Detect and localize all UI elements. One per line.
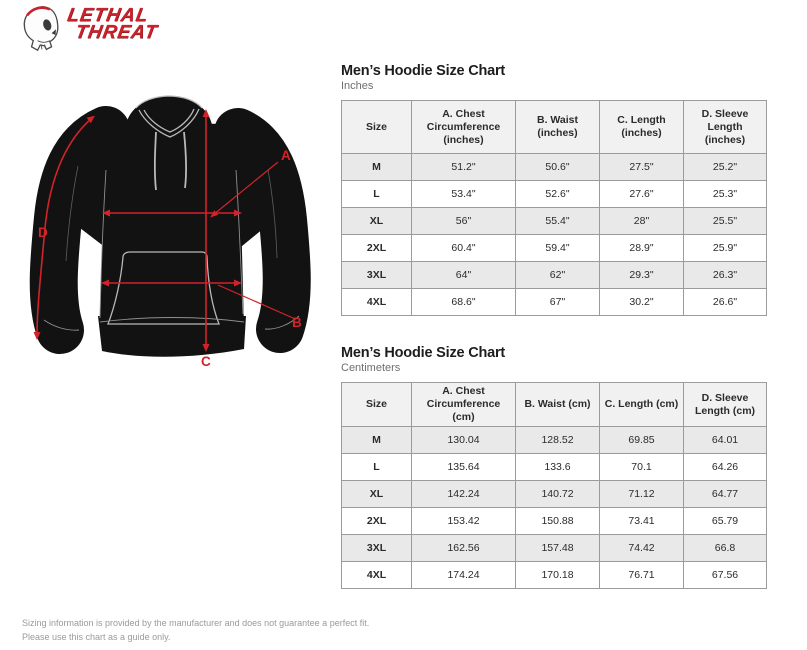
size-cell: M: [342, 154, 412, 181]
section-inches: [341, 63, 766, 316]
value-cell: 51.2": [412, 154, 516, 181]
size-table-centimeters: [341, 382, 767, 589]
value-cell: 27.6": [600, 181, 684, 208]
value-cell: 30.2": [600, 289, 684, 316]
value-cell: 133.6: [516, 454, 600, 481]
value-cell: 64": [412, 262, 516, 289]
value-cell: 68.6": [412, 289, 516, 316]
brand-line-2: THREAT: [73, 22, 159, 43]
value-cell: 25.9": [684, 235, 767, 262]
value-cell: 64.01: [684, 427, 767, 454]
table-row: [342, 454, 767, 481]
value-cell: 67.56: [684, 562, 767, 589]
value-cell: 162.56: [412, 535, 516, 562]
table-row: [342, 262, 767, 289]
section-centimeters: [341, 345, 766, 589]
value-cell: 29.3": [600, 262, 684, 289]
column-header: A. Chest Circumference (cm): [412, 383, 516, 427]
value-cell: 74.42: [600, 535, 684, 562]
size-cell: 2XL: [342, 508, 412, 535]
measure-label-d: D: [38, 225, 48, 240]
section-title: Men’s Hoodie Size Chart: [341, 345, 506, 361]
header-row: [342, 383, 767, 427]
value-cell: 25.2": [684, 154, 767, 181]
table-row: [342, 181, 767, 208]
value-cell: 55.4": [516, 208, 600, 235]
table-row: [342, 508, 767, 535]
size-cell: M: [342, 427, 412, 454]
brand-logo: [20, 4, 159, 52]
table-row: [342, 289, 767, 316]
section-title: Men’s Hoodie Size Chart: [341, 63, 506, 79]
table-row: [342, 562, 767, 589]
disclaimer-line-1: Sizing information is provided by the manufacturer and does not guarantee a perfect fit.: [22, 618, 370, 628]
column-header: C. Length (inches): [600, 101, 684, 154]
value-cell: 153.42: [412, 508, 516, 535]
table-row: [342, 535, 767, 562]
size-table-inches: [341, 100, 767, 316]
column-header: D. Sleeve Length (inches): [684, 101, 767, 154]
value-cell: 128.52: [516, 427, 600, 454]
value-cell: 28": [600, 208, 684, 235]
value-cell: 130.04: [412, 427, 516, 454]
disclaimer-line-2: Please use this chart as a guide only.: [22, 632, 171, 642]
value-cell: 56": [412, 208, 516, 235]
section-subtitle: Centimeters: [341, 362, 401, 374]
brand-line-1: LETHAL: [65, 5, 151, 26]
size-cell: 3XL: [342, 535, 412, 562]
value-cell: 170.18: [516, 562, 600, 589]
value-cell: 52.6": [516, 181, 600, 208]
column-header: D. Sleeve Length (cm): [684, 383, 767, 427]
column-header: Size: [342, 101, 412, 154]
value-cell: 150.88: [516, 508, 600, 535]
column-header: B. Waist (cm): [516, 383, 600, 427]
value-cell: 25.5": [684, 208, 767, 235]
skull-icon: [20, 4, 64, 52]
value-cell: 135.64: [412, 454, 516, 481]
brand-wordmark: [63, 7, 162, 41]
table-row: [342, 208, 767, 235]
value-cell: 64.26: [684, 454, 767, 481]
value-cell: 53.4": [412, 181, 516, 208]
value-cell: 71.12: [600, 481, 684, 508]
table-row: [342, 235, 767, 262]
table-row: [342, 481, 767, 508]
value-cell: 142.24: [412, 481, 516, 508]
size-cell: L: [342, 454, 412, 481]
value-cell: 174.24: [412, 562, 516, 589]
value-cell: 73.41: [600, 508, 684, 535]
size-cell: XL: [342, 481, 412, 508]
value-cell: 25.3": [684, 181, 767, 208]
value-cell: 26.6": [684, 289, 767, 316]
measure-label-b: B: [292, 315, 302, 330]
size-cell: 4XL: [342, 289, 412, 316]
measure-label-c: C: [201, 354, 211, 369]
value-cell: 70.1: [600, 454, 684, 481]
value-cell: 140.72: [516, 481, 600, 508]
value-cell: 62": [516, 262, 600, 289]
value-cell: 69.85: [600, 427, 684, 454]
hoodie-measurement-diagram: [22, 66, 322, 388]
column-header: C. Length (cm): [600, 383, 684, 427]
size-cell: L: [342, 181, 412, 208]
value-cell: 59.4": [516, 235, 600, 262]
value-cell: 65.79: [684, 508, 767, 535]
measure-label-a: A: [281, 148, 291, 163]
value-cell: 157.48: [516, 535, 600, 562]
table-row: [342, 427, 767, 454]
table-row: [342, 154, 767, 181]
size-cell: XL: [342, 208, 412, 235]
value-cell: 28.9": [600, 235, 684, 262]
column-header: A. Chest Circumference (inches): [412, 101, 516, 154]
value-cell: 76.71: [600, 562, 684, 589]
value-cell: 67": [516, 289, 600, 316]
value-cell: 64.77: [684, 481, 767, 508]
value-cell: 66.8: [684, 535, 767, 562]
section-subtitle: Inches: [341, 80, 374, 92]
value-cell: 60.4": [412, 235, 516, 262]
size-cell: 2XL: [342, 235, 412, 262]
value-cell: 50.6": [516, 154, 600, 181]
header-row: [342, 101, 767, 154]
value-cell: 26.3": [684, 262, 767, 289]
size-cell: 4XL: [342, 562, 412, 589]
column-header: B. Waist (inches): [516, 101, 600, 154]
column-header: Size: [342, 383, 412, 427]
sizing-disclaimer: [22, 616, 369, 644]
size-cell: 3XL: [342, 262, 412, 289]
value-cell: 27.5": [600, 154, 684, 181]
